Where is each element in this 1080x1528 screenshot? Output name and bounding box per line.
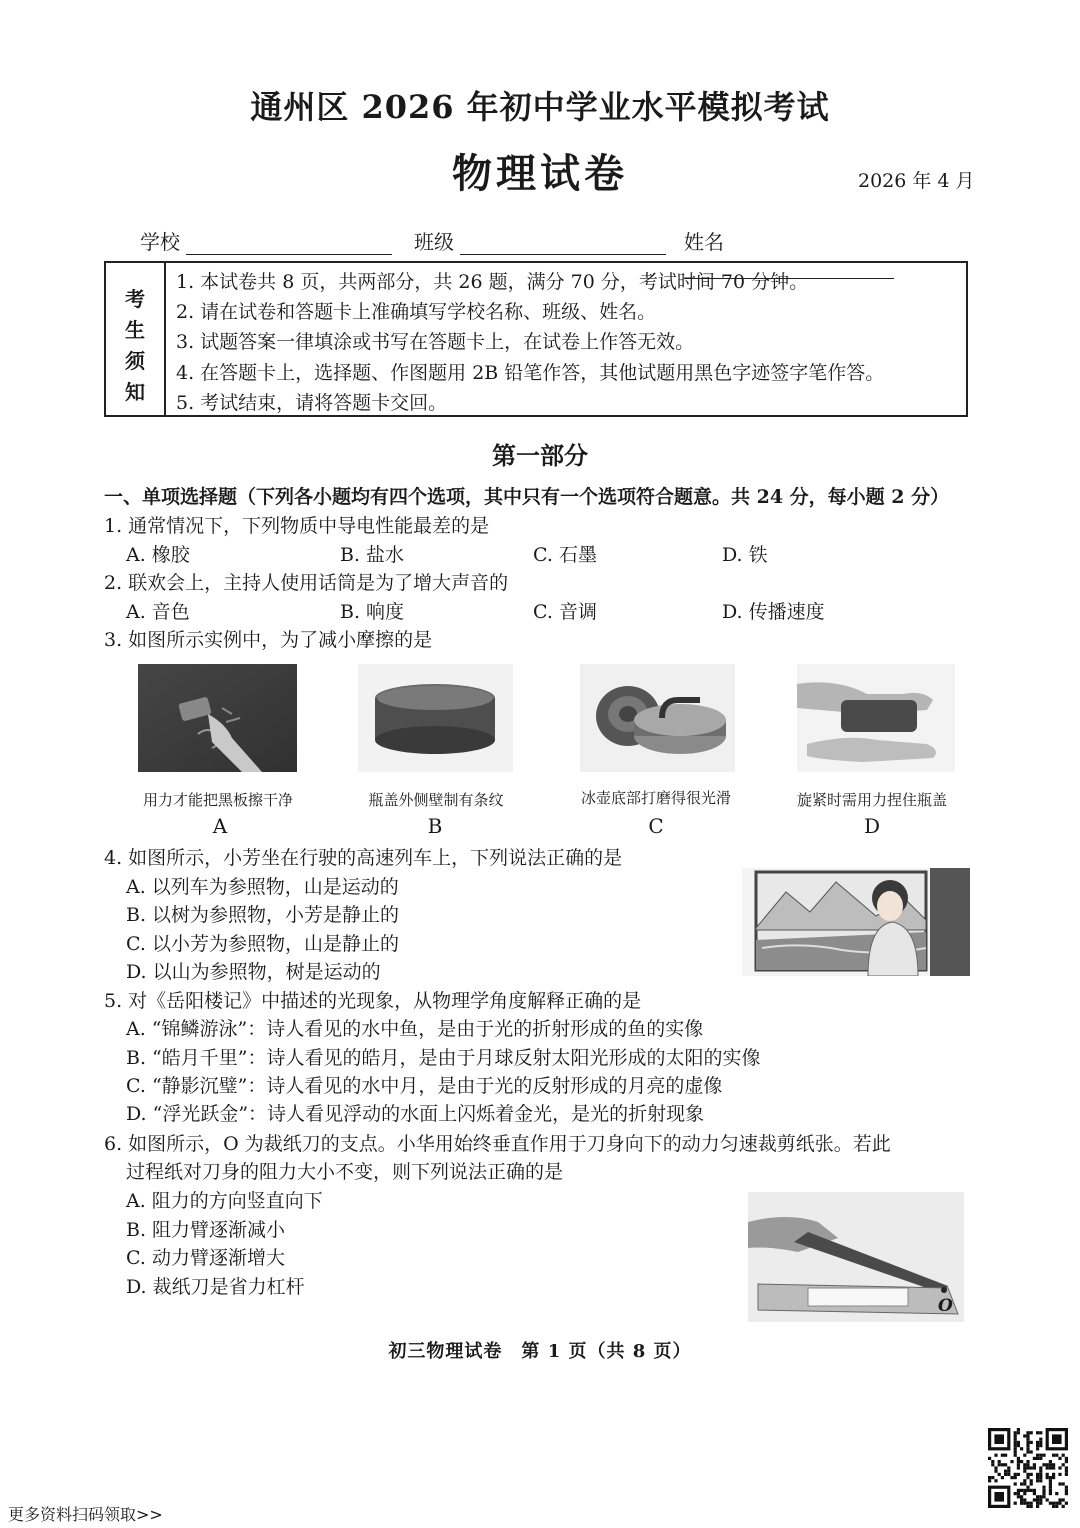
question-4-stem: 4. 如图所示，小芳坐在行驶的高速列车上，下列说法正确的是 xyxy=(104,847,623,869)
exam-date: 2026 年 4 月 xyxy=(858,170,975,192)
q3-caption-d: 旋紧时需用力捏住瓶盖 xyxy=(796,791,947,809)
question-1-stem: 1. 通常情况下，下列物质中导电性能最差的是 xyxy=(104,515,490,537)
name-label: 姓名 xyxy=(684,230,724,254)
q6-pivot-label: O xyxy=(938,1296,953,1316)
section-title: 一、单项选择题（下列各小题均有四个选项，其中只有一个选项符合题意。共 24 分，每小题 2 分） xyxy=(104,486,950,508)
question-6-stem-line1: 6. 如图所示，O 为裁纸刀的支点。小华用始终垂直作用于刀身向下的动力匀速裁剪纸张。若此 xyxy=(104,1133,891,1155)
q3-letter-b: B xyxy=(427,814,443,838)
q6-option-c: C. 动力臂逐渐增大 xyxy=(126,1247,285,1269)
q1-option-a: A. 橡胶 xyxy=(126,544,190,566)
school-field xyxy=(140,226,392,255)
bottom-note: 更多资料扫码领取>> xyxy=(8,1505,163,1524)
q6-option-b: B. 阻力臂逐渐减小 xyxy=(126,1219,286,1241)
q3-caption-c: 冰壶底部打磨得很光滑 xyxy=(580,789,731,807)
q3-image-bottle-cap xyxy=(358,664,513,772)
class-label: 班级 xyxy=(414,230,454,254)
qr-code[interactable] xyxy=(988,1428,1068,1508)
q5-option-a: A. “锦鳞游泳”：诗人看见的水中鱼，是由于光的折射形成的鱼的实像 xyxy=(126,1018,704,1040)
question-3-stem: 3. 如图所示实例中，为了减小摩擦的是 xyxy=(104,629,433,651)
exam-notice-box xyxy=(104,261,968,417)
notice-header xyxy=(106,263,166,415)
page-footer: 初三物理试卷 第 1 页（共 8 页） xyxy=(388,1341,692,1362)
exam-subtitle: 物理试卷 xyxy=(452,150,628,197)
q6-option-d: D. 裁纸刀是省力杠杆 xyxy=(126,1276,305,1298)
notice-item: 2. 请在试卷和答题卡上准确填写学校名称、班级、姓名。 xyxy=(176,301,657,323)
class-blank xyxy=(460,234,666,255)
q6-option-a: A. 阻力的方向竖直向下 xyxy=(126,1190,323,1212)
school-blank xyxy=(186,234,392,255)
notice-item: 4. 在答题卡上，选择题、作图题用 2B 铅笔作答，其他试题用黑色字迹签字笔作答。 xyxy=(176,362,885,384)
q3-caption-b: 瓶盖外侧壁制有条纹 xyxy=(368,791,504,809)
notice-head-char: 生 xyxy=(125,318,145,342)
question-6-stem-line2: 过程纸对刀身的阻力大小不变，则下列说法正确的是 xyxy=(126,1161,564,1183)
notice-item: 5. 考试结束，请将答题卡交回。 xyxy=(176,392,448,414)
q3-image-curling-stones xyxy=(580,664,735,772)
q2-option-a: A. 音色 xyxy=(126,601,190,623)
q3-letter-c: C xyxy=(648,814,664,838)
notice-head-char: 知 xyxy=(125,380,145,404)
q6-image-paper-cutter xyxy=(748,1192,964,1322)
q1-option-c: C. 石墨 xyxy=(533,544,597,566)
question-5-stem: 5. 对《岳阳楼记》中描述的光现象，从物理学角度解释正确的是 xyxy=(104,990,642,1012)
notice-head-char: 考 xyxy=(125,287,145,311)
q4-option-d: D. 以山为参照物，树是运动的 xyxy=(126,961,381,983)
q4-image-train-passenger xyxy=(742,868,970,976)
q1-option-d: D. 铁 xyxy=(722,544,768,566)
q5-option-c: C. “静影沉璧”：诗人看见的水中月，是由于光的反射形成的月亮的虚像 xyxy=(126,1075,723,1097)
question-2-stem: 2. 联欢会上，主持人使用话筒是为了增大声音的 xyxy=(104,572,509,594)
q3-image-hands-twisting-cap xyxy=(797,664,955,772)
q5-option-d: D. “浮光跃金”：诗人看见浮动的水面上闪烁着金光，是光的折射现象 xyxy=(126,1103,705,1125)
q4-option-c: C. 以小芳为参照物，山是静止的 xyxy=(126,933,399,955)
notice-head-char: 须 xyxy=(125,349,145,373)
q2-option-b: B. 响度 xyxy=(340,601,405,623)
notice-item: 3. 试题答案一律填涂或书写在答题卡上，在试卷上作答无效。 xyxy=(176,331,695,353)
q3-image-blackboard xyxy=(138,664,297,772)
student-info-fields xyxy=(140,226,940,258)
q2-option-c: C. 音调 xyxy=(533,601,597,623)
notice-item: 1. 本试卷共 8 页，共两部分，共 26 题，满分 70 分，考试时间 70 分钟。 xyxy=(176,271,809,293)
q5-option-b: B. “皓月千里”：诗人看见的皓月，是由于月球反射太阳光形成的太阳的实像 xyxy=(126,1047,761,1069)
school-label: 学校 xyxy=(140,230,180,254)
q3-letter-a: A xyxy=(212,814,228,838)
q2-option-d: D. 传播速度 xyxy=(722,601,825,623)
q4-option-a: A. 以列车为参照物，山是运动的 xyxy=(126,876,399,898)
q4-option-b: B. 以树为参照物，小芳是静止的 xyxy=(126,904,400,926)
class-field xyxy=(414,226,666,255)
q3-caption-a: 用力才能把黑板擦干净 xyxy=(142,791,293,809)
part-title: 第一部分 xyxy=(492,441,588,470)
exam-title: 通州区 2026 年初中学业水平模拟考试 xyxy=(250,88,830,126)
q1-option-b: B. 盐水 xyxy=(340,544,405,566)
q3-letter-d: D xyxy=(863,814,881,838)
